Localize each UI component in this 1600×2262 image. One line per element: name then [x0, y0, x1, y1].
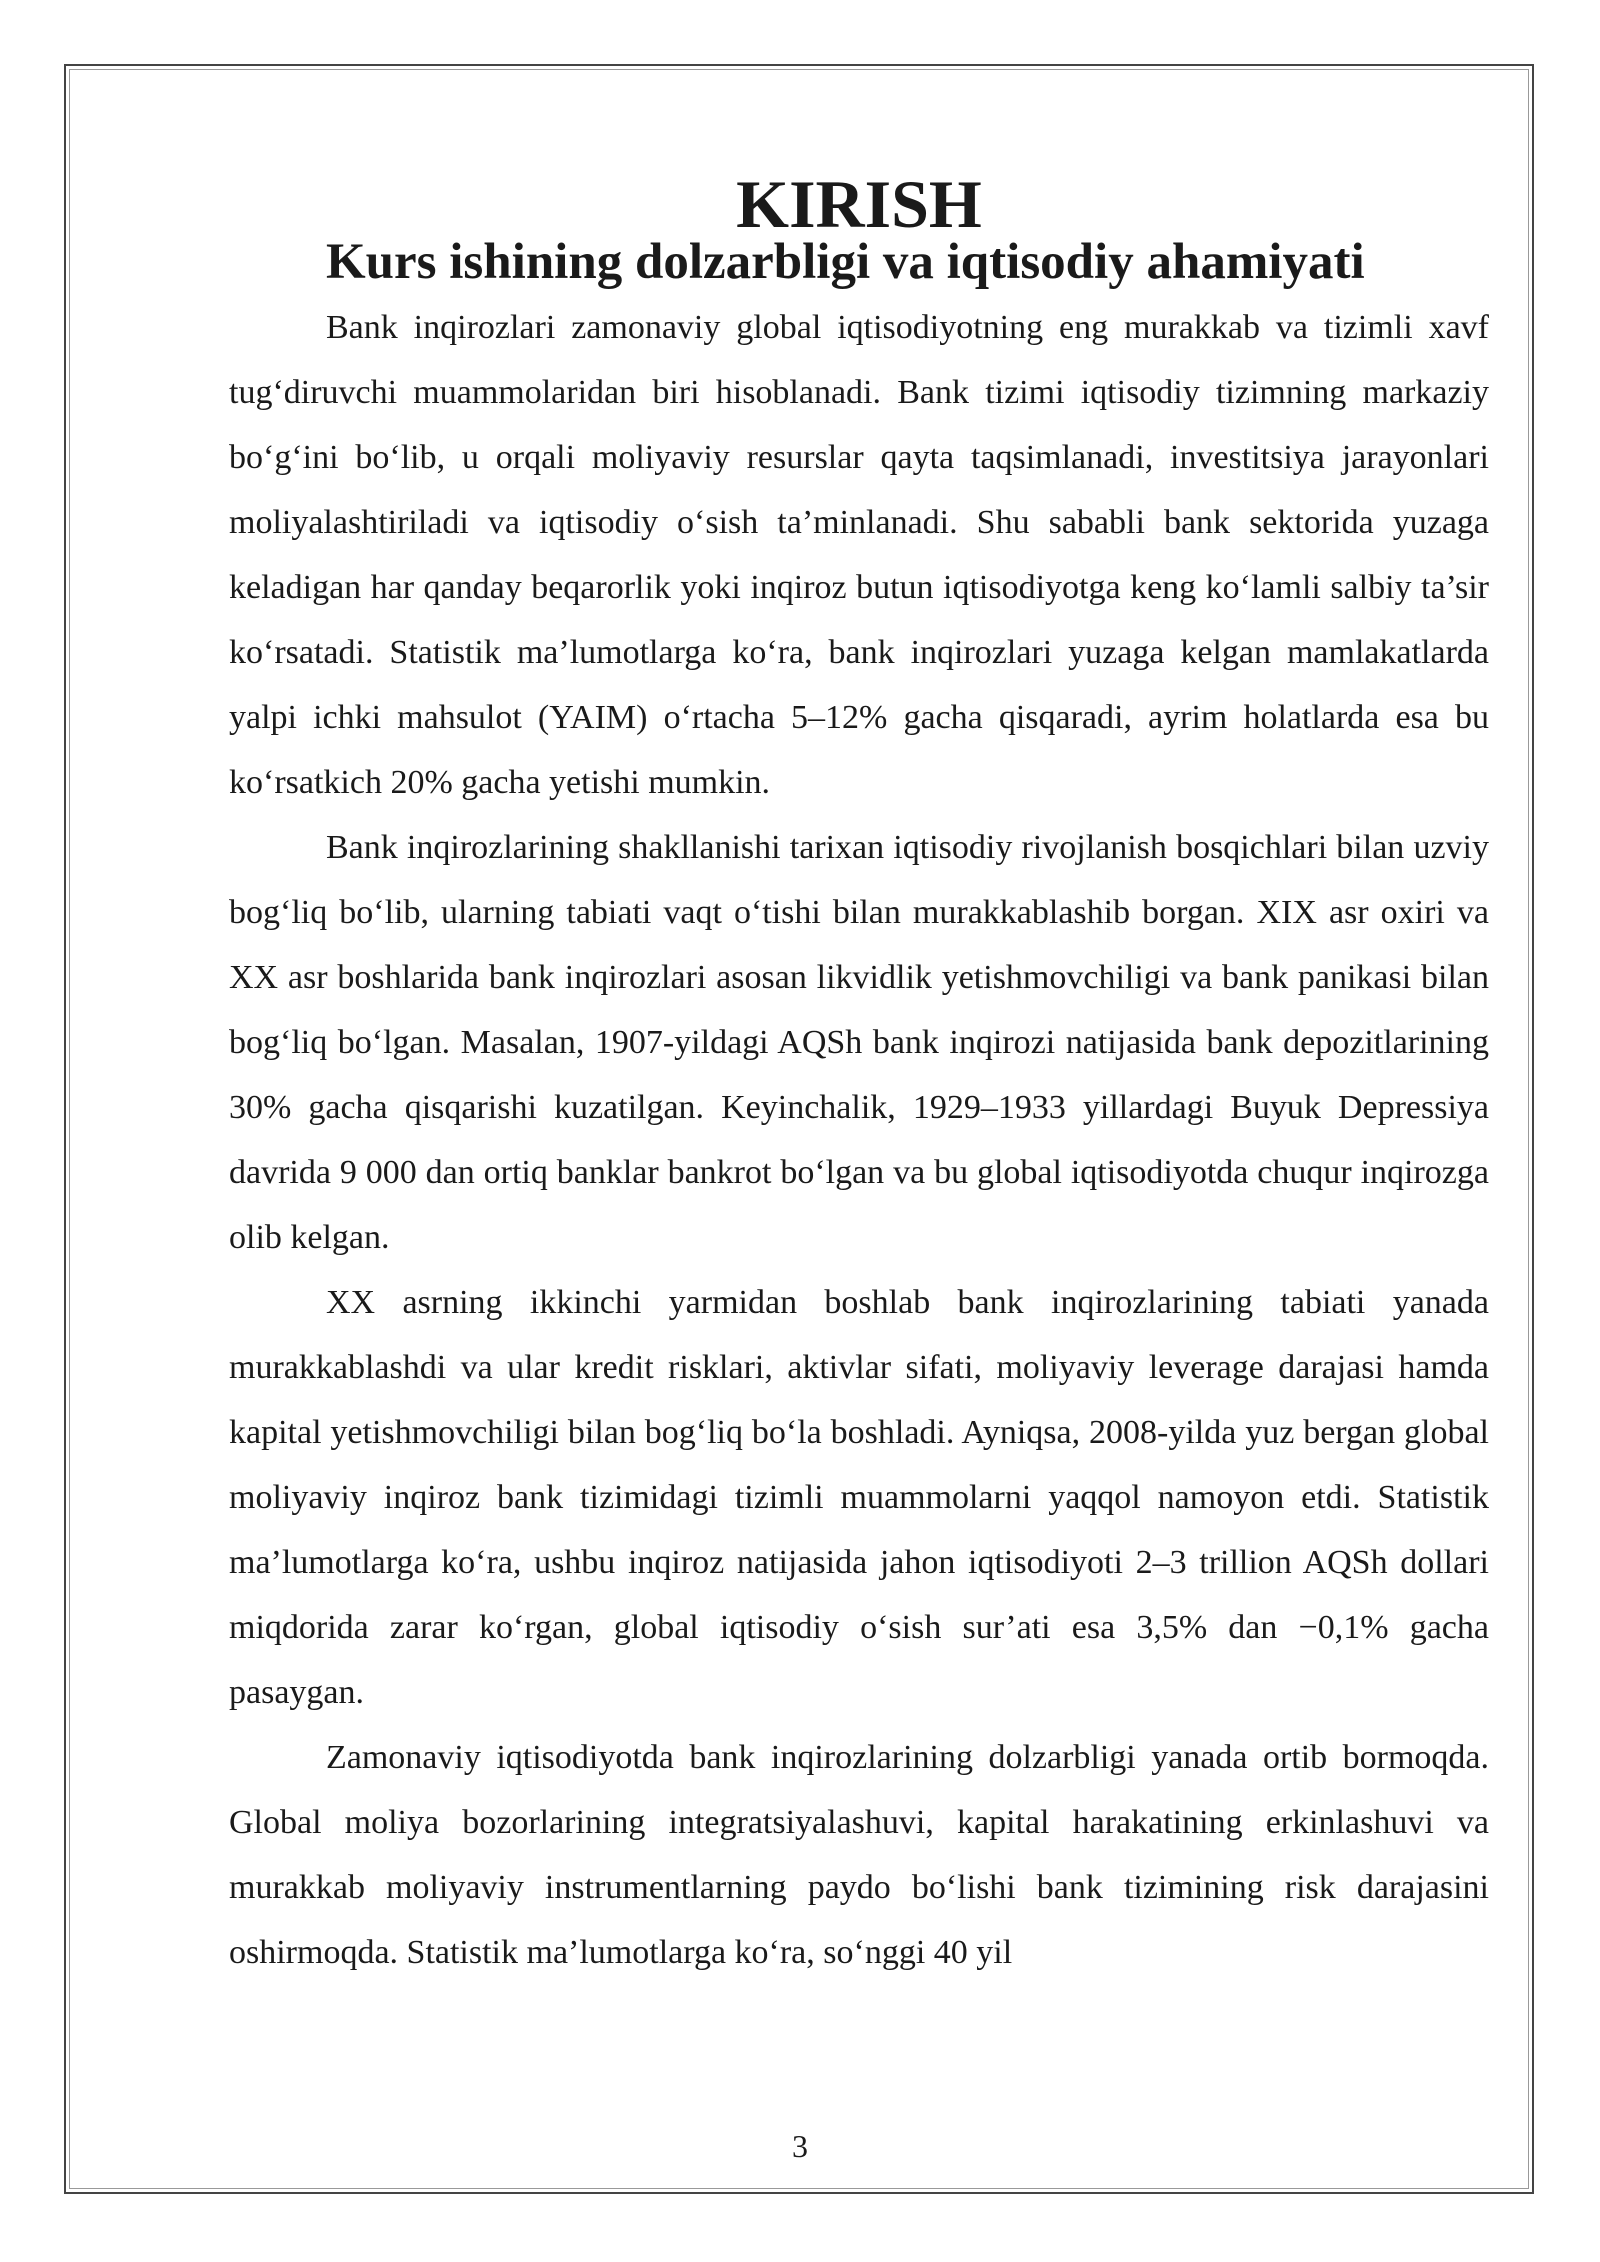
section-subheading: Kurs ishining dolzarbligi va iqtisodiy ahamiyati — [326, 234, 1365, 290]
paragraph-1: Bank inqirozlari zamonaviy global iqtisodiyotning eng murakkab va tizimli xavf tug‘diruvchi muammolaridan biri hisoblanadi. Bank tizimi iqtisodiy tizimning markaziy bo‘g‘ini bo‘lib, u orqali moliyaviy resurslar qayta taqsimlanadi, investitsiya jarayonlari moliyalashtiriladi va iqtisodiy o‘sish ta’minlanadi. Shu sababli bank sektorida yuzaga keladigan har qanday beqarorlik yoki inqiroz butun iqtisodiyotga keng ko‘lamli salbiy ta’sir ko‘rsatadi. Statistik ma’lumotlarga ko‘ra, bank inqirozlari yuzaga kelgan mamlakatlarda yalpi ichki mahsulot (YAIM) o‘rtacha 5–12% gacha qisqaradi, ayrim holatlarda esa bu ko‘rsatkich 20% gacha yetishi mumkin. — [229, 309, 1489, 801]
page-number: 3 — [792, 2128, 808, 2164]
document-body — [229, 166, 1489, 1985]
paragraph-4: Zamonaviy iqtisodiyotda bank inqirozlarining dolzarbligi yanada ortib bormoqda. Global moliya bozorlarining integratsiyalashuvi, kapital harakatining erkinlashuvi va murakkab moliyaviy instrumentlarning paydo bo‘lishi bank tizimining risk darajasini oshirmoqda. Statistik ma’lumotlarga ko‘ra, so‘nggi 40 yil — [229, 1739, 1489, 1971]
paragraph-3: XX asrning ikkinchi yarmidan boshlab bank inqirozlarining tabiati yanada murakkablashdi va ular kredit risklari, aktivlar sifati, moliyaviy leverage darajasi hamda kapital yetishmovchiligi bilan bog‘liq bo‘la boshladi. Ayniqsa, 2008-yilda yuz bergan global moliyaviy inqiroz bank tizimidagi tizimli muammolarni yaqqol namoyon etdi. Statistik ma’lumotlarga ko‘ra, ushbu inqiroz natijasida jahon iqtisodiyoti 2–3 trillion AQSh dollari miqdorida zarar ko‘rgan, global iqtisodiy o‘sish sur’ati esa 3,5% dan −0,1% gacha pasaygan. — [229, 1284, 1489, 1711]
section-heading: KIRISH — [736, 166, 982, 242]
paragraph-2: Bank inqirozlarining shakllanishi tarixan iqtisodiy rivojlanish bosqichlari bilan uzviy bog‘liq bo‘lib, ularning tabiati vaqt o‘tishi bilan murakkablashib borgan. XIX asr oxiri va XX asr boshlarida bank inqirozlari asosan likvidlik yetishmovchiligi va bank panikasi bilan bog‘liq bo‘lgan. Masalan, 1907-yildagi AQSh bank inqirozi natijasida bank depozitlarining 30% gacha qisqarishi kuzatilgan. Keyinchalik, 1929–1933 yillardagi Buyuk Depressiya davrida 9 000 dan ortiq banklar bankrot bo‘lgan va bu global iqtisodiyotda chuqur inqirozga olib kelgan. — [229, 829, 1489, 1256]
